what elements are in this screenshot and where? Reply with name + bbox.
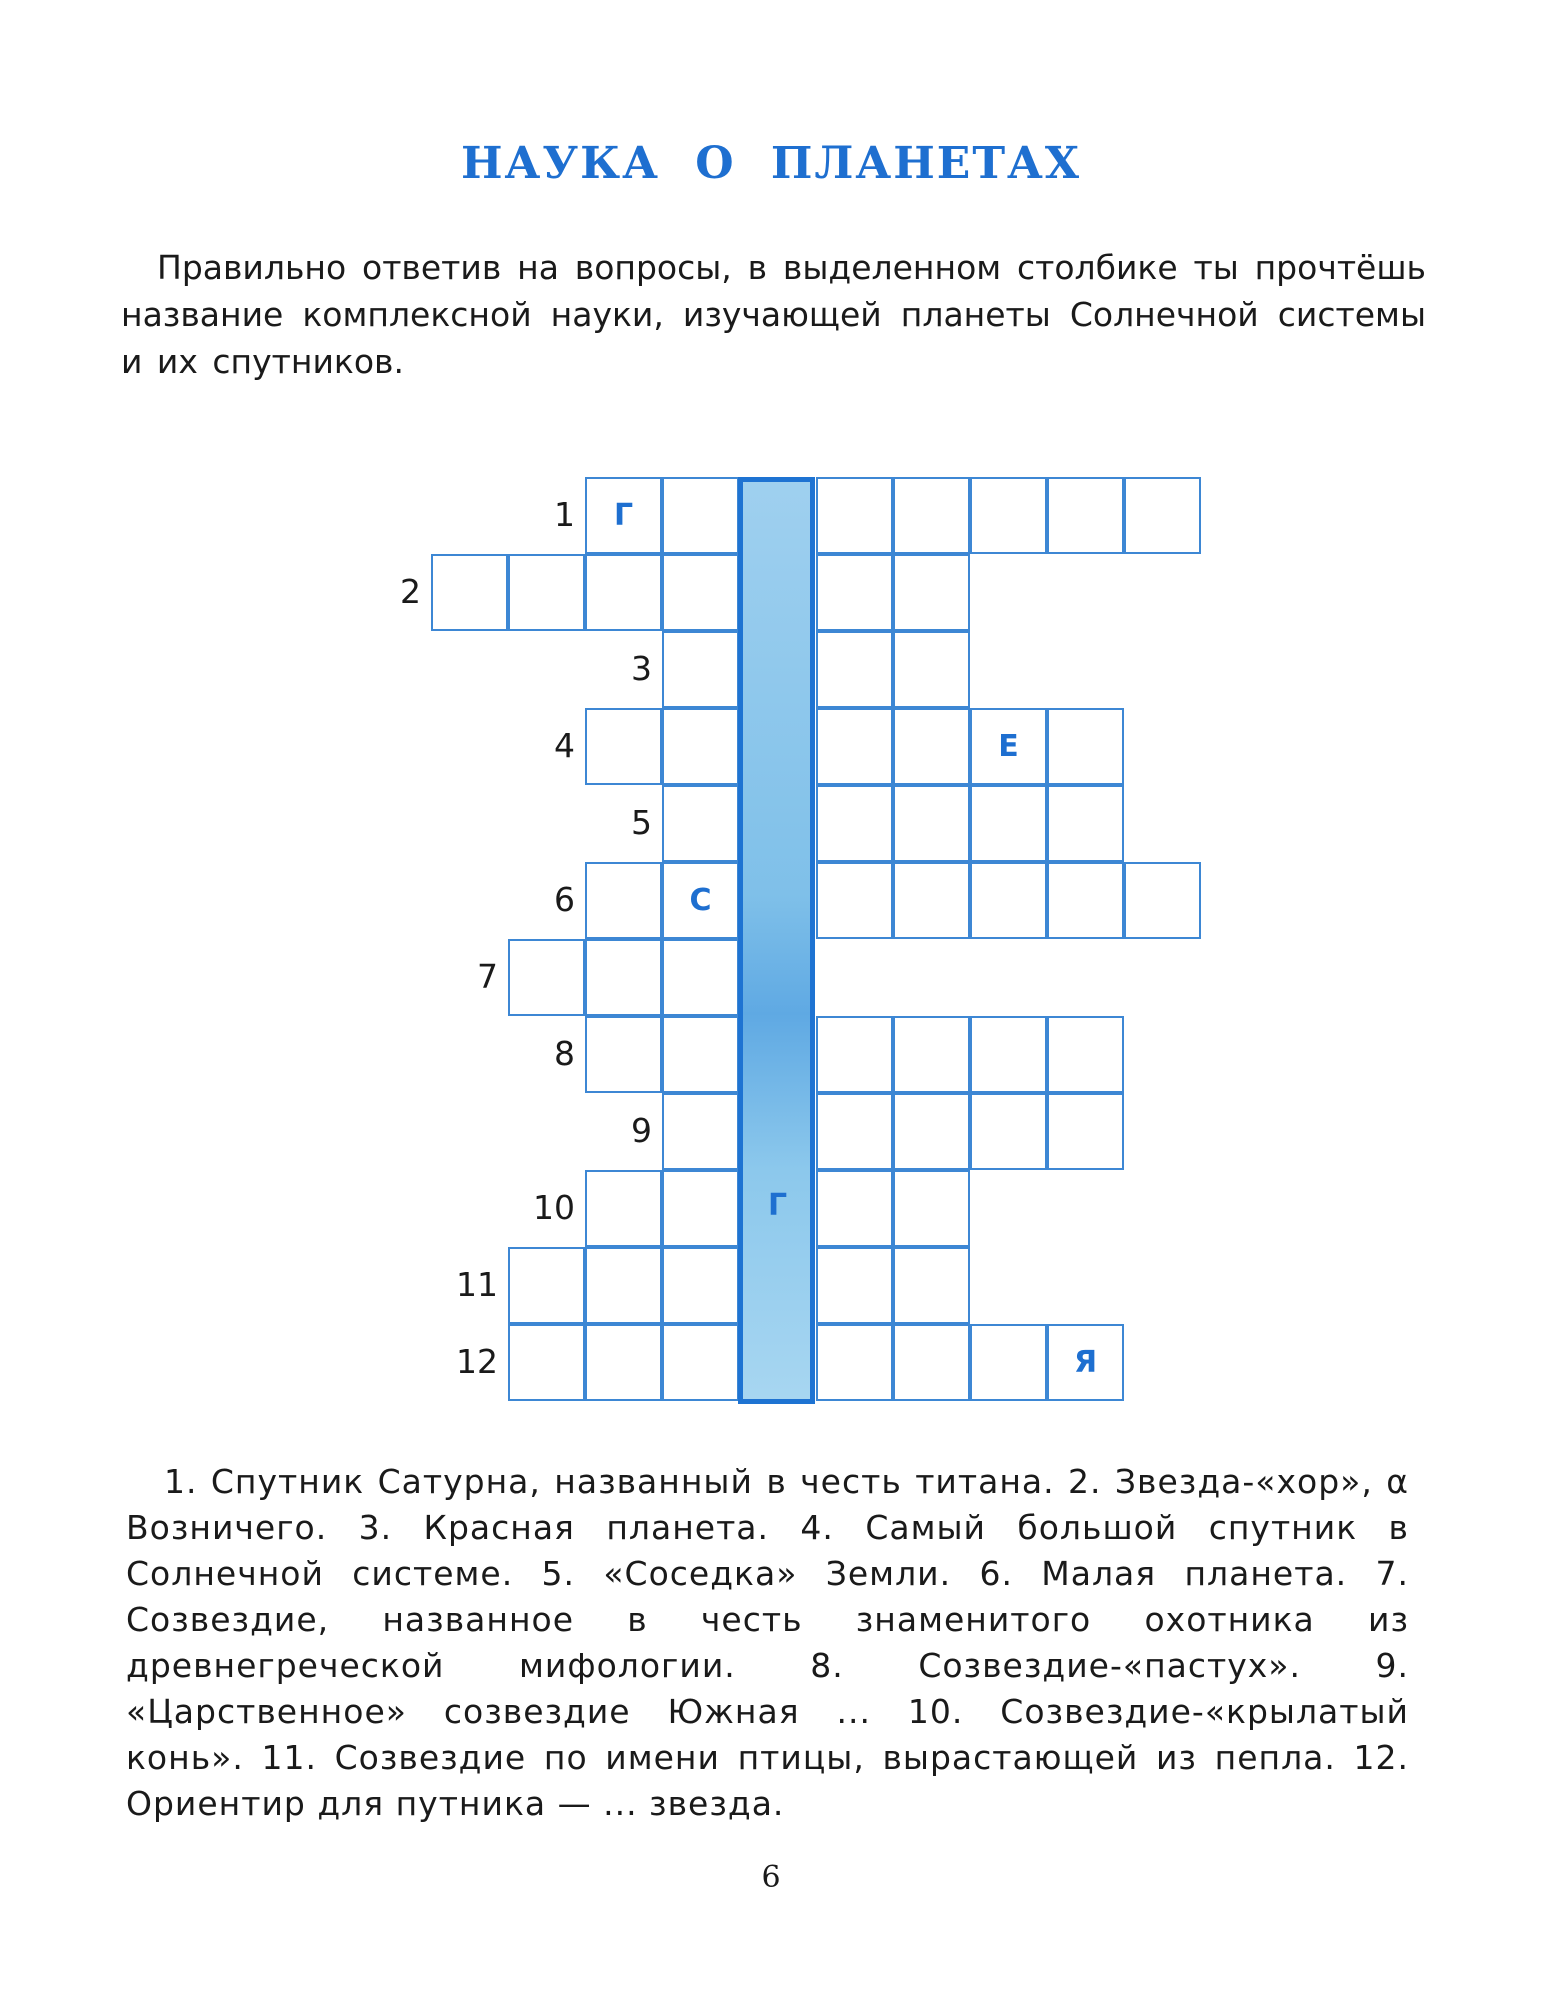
crossword-cell[interactable] [893, 1170, 970, 1247]
crossword-cell[interactable] [816, 1324, 893, 1401]
crossword-cell[interactable] [970, 1093, 1047, 1170]
crossword-cell[interactable] [1124, 862, 1201, 939]
crossword-cell[interactable] [585, 1016, 662, 1093]
intro-text: Правильно ответив на вопросы, в выделенном столбике ты прочтёшь название комплексной науки, изучающей планеты Солнечной системы и их спутников. [121, 248, 1426, 381]
crossword-cell[interactable] [816, 1093, 893, 1170]
clue-number-4: 4 [554, 726, 575, 765]
crossword-cell[interactable] [816, 554, 893, 631]
clue-number-8: 8 [554, 1034, 575, 1073]
clue-number-5: 5 [631, 803, 652, 842]
clue-number-9: 9 [631, 1111, 652, 1150]
crossword-cell[interactable] [1047, 862, 1124, 939]
crossword-cell[interactable] [970, 785, 1047, 862]
crossword-cell[interactable] [508, 939, 585, 1016]
crossword-cell[interactable] [893, 1247, 970, 1324]
crossword-cell[interactable] [970, 1324, 1047, 1401]
crossword-cell[interactable] [816, 1170, 893, 1247]
clue-number-11: 11 [456, 1265, 498, 1304]
clue-number-10: 10 [533, 1188, 575, 1227]
crossword-cell[interactable] [662, 939, 739, 1016]
crossword-cell[interactable] [893, 1324, 970, 1401]
crossword-cell[interactable] [816, 708, 893, 785]
clue-number-1: 1 [554, 495, 575, 534]
crossword-cell[interactable] [893, 1093, 970, 1170]
crossword-cell[interactable] [970, 477, 1047, 554]
clue-number-7: 7 [477, 957, 498, 996]
page-title: НАУКА О ПЛАНЕТАХ [460, 138, 1082, 189]
crossword-cell[interactable] [508, 554, 585, 631]
crossword-cell[interactable] [662, 554, 739, 631]
crossword-cell[interactable] [662, 708, 739, 785]
crossword-cell[interactable] [816, 785, 893, 862]
crossword-cell[interactable] [816, 1247, 893, 1324]
crossword-cell[interactable] [816, 1016, 893, 1093]
crossword-cell[interactable] [508, 1247, 585, 1324]
clue-number-2: 2 [400, 572, 421, 611]
crossword-cell[interactable] [1047, 1016, 1124, 1093]
crossword-cell[interactable] [662, 1016, 739, 1093]
crossword-cell[interactable]: Я [1047, 1324, 1124, 1401]
crossword-cell[interactable] [893, 477, 970, 554]
crossword-cell[interactable] [585, 939, 662, 1016]
crossword-cell[interactable] [585, 1247, 662, 1324]
crossword-cell[interactable] [893, 1016, 970, 1093]
crossword-cell[interactable] [431, 554, 508, 631]
page-number: 6 [761, 1860, 781, 1895]
crossword-cell[interactable] [508, 1324, 585, 1401]
crossword-cell[interactable] [1047, 477, 1124, 554]
crossword-cell[interactable] [1124, 477, 1201, 554]
crossword-cell[interactable] [893, 554, 970, 631]
highlight-letter: Г [767, 1188, 788, 1223]
clues-text: 1. Спутник Сатурна, названный в честь титана. 2. Звезда-«хор», α Возничего. 3. Красная планета. 4. Самый большой спутник в Солнечной системе. 5. «Соседка» Земли. 6. Малая планета. 7. Созвездие, названное в честь знаменитого охотника из древнегреческой мифологии. 8. Созвездие-«пастух». 9. «Царственное» созвездие Южная ... 10. Созвездие-«крылатый конь». 11. Созвездие по имени птицы, вырастающей из пепла. 12. Ориентир для путника — ... звезда. [126, 1462, 1409, 1823]
crossword-cell[interactable] [816, 631, 893, 708]
clue-number-3: 3 [631, 649, 652, 688]
crossword-cell[interactable] [585, 708, 662, 785]
crossword-cell[interactable] [662, 1170, 739, 1247]
crossword-cell[interactable] [662, 785, 739, 862]
clue-number-12: 12 [456, 1342, 498, 1381]
crossword-cell[interactable] [970, 862, 1047, 939]
crossword-cell[interactable] [970, 1016, 1047, 1093]
crossword-cell[interactable] [893, 862, 970, 939]
crossword-cell[interactable]: Г [585, 477, 662, 554]
crossword-cell[interactable] [1047, 785, 1124, 862]
crossword-cell[interactable] [1047, 708, 1124, 785]
crossword-cell[interactable] [893, 631, 970, 708]
crossword-cell[interactable] [662, 1093, 739, 1170]
crossword-cell[interactable] [585, 554, 662, 631]
crossword-cell[interactable] [816, 477, 893, 554]
crossword-cell[interactable] [585, 1324, 662, 1401]
crossword-cell[interactable] [893, 785, 970, 862]
crossword-cell[interactable] [585, 1170, 662, 1247]
highlighted-column [738, 477, 815, 1404]
crossword-cell[interactable] [662, 477, 739, 554]
crossword-cell[interactable] [585, 862, 662, 939]
crossword-cell[interactable]: Е [970, 708, 1047, 785]
crossword-cell[interactable] [1047, 1093, 1124, 1170]
crossword-cell[interactable] [662, 1247, 739, 1324]
crossword-cell[interactable]: С [662, 862, 739, 939]
crossword-cell[interactable] [816, 862, 893, 939]
crossword-cell[interactable] [662, 1324, 739, 1401]
crossword-cell[interactable] [893, 708, 970, 785]
clue-number-6: 6 [554, 880, 575, 919]
crossword-cell[interactable] [662, 631, 739, 708]
